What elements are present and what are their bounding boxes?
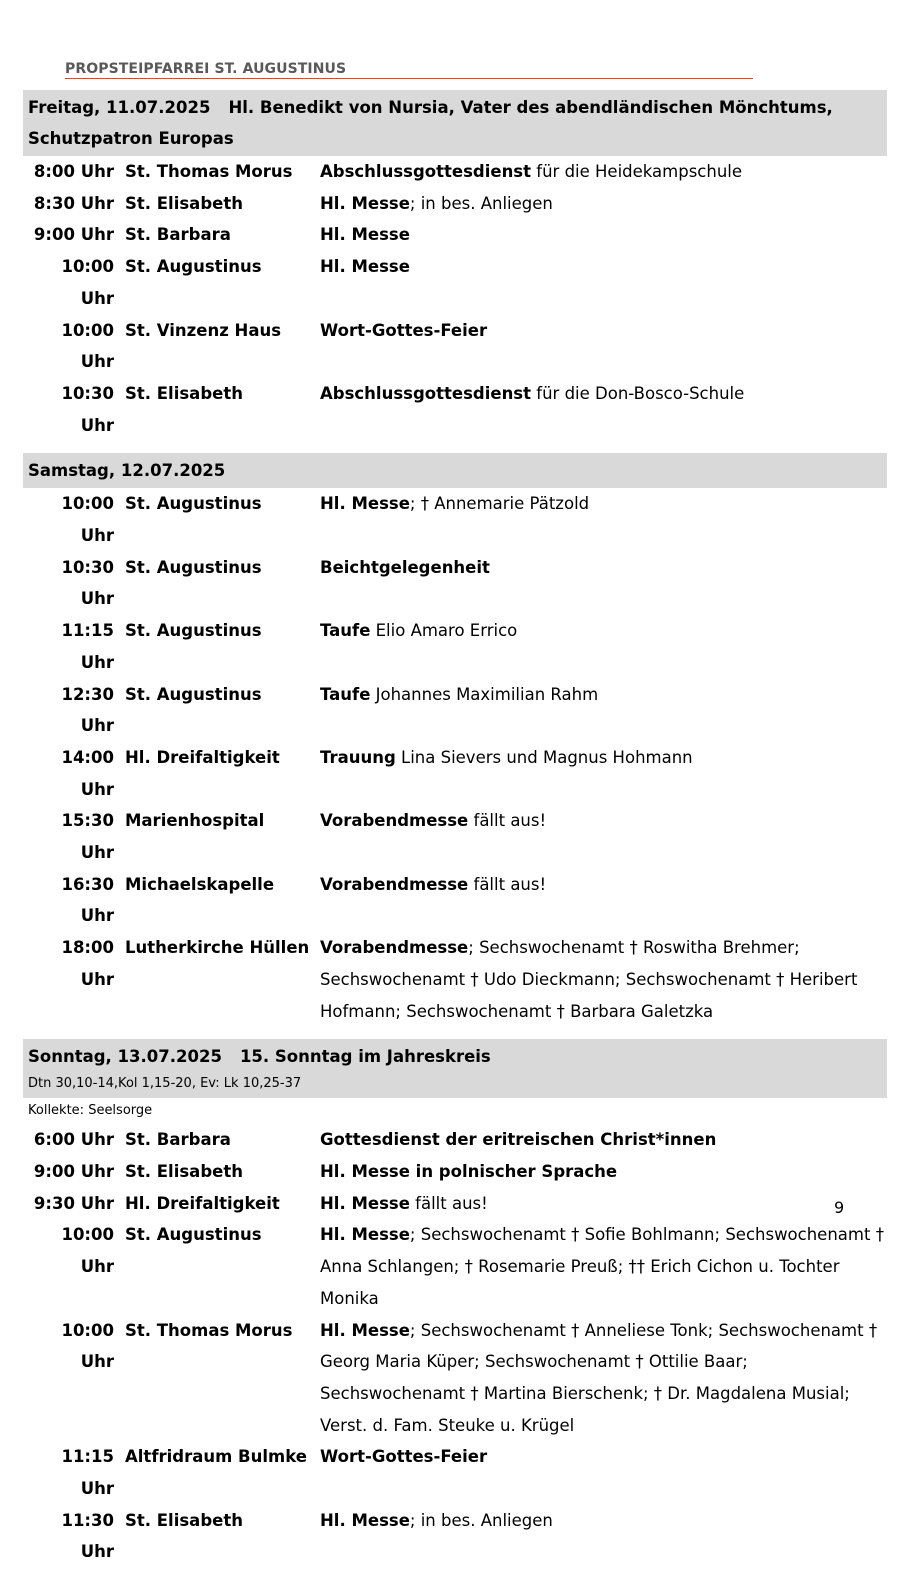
schedule-entry [23,156,887,188]
entry-time: 11:15 Uhr [61,1447,114,1499]
day-feast: Hl. Benedikt von Nursia, Vater des abendländischen Mönchtums, Schutzpatron Europas [28,98,833,148]
entry-place: St. Augustinus [125,494,262,514]
entry-desc: Hl. Messe; Sechswochenamt † Anneliese Tonk; Sechswochenamt † Georg Maria Küper; Sechswochenamt † Ottilie Baar; Sechswochenamt † Martina Bierschenk; † Dr. Magdalena Musial; Verst. d. Fam. Steuke u. Krügel [320,1320,878,1435]
entry-desc: Hl. Messe; in bes. Anliegen [320,193,553,213]
entry-desc: Vorabendmesse fällt aus! [320,874,547,894]
entry-time: 10:00 Uhr [61,1320,114,1372]
entry-time: 10:30 Uhr [61,557,114,609]
entry-time: 12:30 Uhr [61,684,114,736]
entry-place: Marienhospital [125,811,265,831]
entry-time: 10:00 Uhr [61,1225,114,1277]
entry-desc: Taufe Elio Amaro Errico [320,621,518,641]
schedule-entry [23,552,887,615]
entry-place: St. Augustinus [125,257,262,277]
entry-place: Altfridraum Bulmke [125,1447,307,1467]
entry-time: 10:00 Uhr [61,257,114,308]
schedule-entry [23,869,887,932]
entry-place: St. Augustinus [125,1225,262,1245]
schedule-entry [23,932,887,1027]
entry-desc: Hl. Messe in polnischer Sprache [320,1161,618,1181]
day-date: Freitag, 11.07.2025 [28,98,211,117]
schedule-entry [23,805,887,868]
entry-time: 11:30 Uhr [61,1510,114,1562]
entry-desc: Beichtgelegenheit [320,557,490,577]
day-header [23,453,887,488]
entry-place: St. Elisabeth [125,1161,243,1181]
schedule-entry [23,1441,887,1504]
entry-time: 15:30 Uhr [61,811,114,863]
entry-time: 10:00 Uhr [61,494,114,546]
entry-place: St. Elisabeth [125,193,243,213]
entry-place: St. Augustinus [125,557,262,577]
entry-place: Michaelskapelle [125,874,275,894]
entry-place: St. Thomas Morus [125,162,293,181]
entry-time: 11:15 Uhr [61,621,114,672]
day-header [23,90,887,156]
entry-time: 6:00 Uhr [33,1130,114,1150]
schedule-entry [23,1188,887,1220]
entry-place: St. Augustinus [125,621,262,641]
entry-time: 8:00 Uhr [33,162,114,181]
schedule-entry [23,188,887,220]
entry-place: St. Elisabeth [125,1510,243,1530]
entry-time: 9:00 Uhr [33,225,114,245]
schedule-entry [23,219,887,251]
entry-time: 18:00 Uhr [61,938,114,989]
schedule-entry [23,1505,887,1568]
entry-time: 16:30 Uhr [61,874,114,926]
schedule-entry [23,1124,887,1156]
entry-desc: Abschlussgottesdienst für die Don-Bosco-Schule [320,383,745,403]
entry-place: St. Barbara [125,1130,231,1150]
entry-desc: Taufe Johannes Maximilian Rahm [320,684,599,704]
schedule-entry [23,1156,887,1188]
schedule-entry [23,1219,887,1314]
entry-time: 9:30 Uhr [33,1193,114,1213]
schedule-entry [23,1315,887,1442]
schedule-entry [23,315,887,378]
schedule-entry [23,378,887,441]
entry-desc: Wort-Gottes-Feier [320,1447,488,1467]
entry-desc: Hl. Messe; Sechswochenamt † Sofie Bohlmann; Sechswochenamt † Anna Schlangen; † Rosemarie Preuß; †† Erich Cichon u. Tochter Monika [320,1225,884,1308]
entry-place: St. Thomas Morus [125,1320,293,1340]
entry-time: 10:30 Uhr [61,383,114,435]
entry-desc: Vorabendmesse; Sechswochenamt † Roswitha Brehmer; Sechswochenamt † Udo Dieckmann; Sechswochenamt † Heribert Hofmann; Sechswochenamt † Barbara Galetzka [320,938,858,1021]
entry-place: Hl. Dreifaltigkeit [125,1193,280,1213]
entry-place: St. Augustinus [125,684,262,704]
entry-desc: Hl. Messe [320,257,410,277]
collection-note: Kollekte: Seelsorge [28,1103,153,1119]
day-header [23,1039,887,1098]
readings: Dtn 30,10-14,Kol 1,15-20, Ev: Lk 10,25-37 [28,1076,302,1092]
page-number: 9 [834,1198,845,1217]
schedule-entry [23,679,887,742]
day-sunday [23,1039,887,1568]
entry-desc: Gottesdienst der eritreischen Christ*innen [320,1130,717,1150]
day-saturday [23,453,887,1027]
schedule-entry [23,251,887,314]
entry-desc: Hl. Messe; † Annemarie Pätzold [320,494,590,514]
entry-time: 9:00 Uhr [33,1161,114,1181]
entry-desc: Vorabendmesse fällt aus! [320,811,547,831]
day-friday [23,90,887,441]
day-date: Samstag, 12.07.2025 [28,461,226,481]
schedule-entry [23,488,887,551]
schedule-entry [23,742,887,805]
day-feast: 15. Sonntag im Jahreskreis [239,1047,491,1067]
entry-desc: Hl. Messe [320,225,410,245]
entry-desc: Abschlussgottesdienst für die Heidekampschule [320,162,743,181]
entry-desc: Hl. Messe; in bes. Anliegen [320,1510,553,1530]
entry-place: St. Vinzenz Haus [125,320,282,340]
entry-place: St. Barbara [125,225,231,245]
entry-time: 14:00 Uhr [61,747,114,799]
schedule [23,90,887,1580]
entry-desc: Trauung Lina Sievers und Magnus Hohmann [320,747,693,767]
parish-header: PROPSTEIPFARREI ST. AUGUSTINUS [65,61,753,79]
entry-time: 8:30 Uhr [33,193,114,213]
entry-desc: Hl. Messe fällt aus! [320,1193,488,1213]
day-date: Sonntag, 13.07.2025 [28,1047,222,1067]
entry-desc: Wort-Gottes-Feier [320,320,488,340]
entry-time: 10:00 Uhr [61,320,114,372]
schedule-entry [23,615,887,678]
entry-place: St. Elisabeth [125,383,243,403]
entry-place: Lutherkirche Hüllen [125,938,310,958]
entry-place: Hl. Dreifaltigkeit [125,747,280,767]
